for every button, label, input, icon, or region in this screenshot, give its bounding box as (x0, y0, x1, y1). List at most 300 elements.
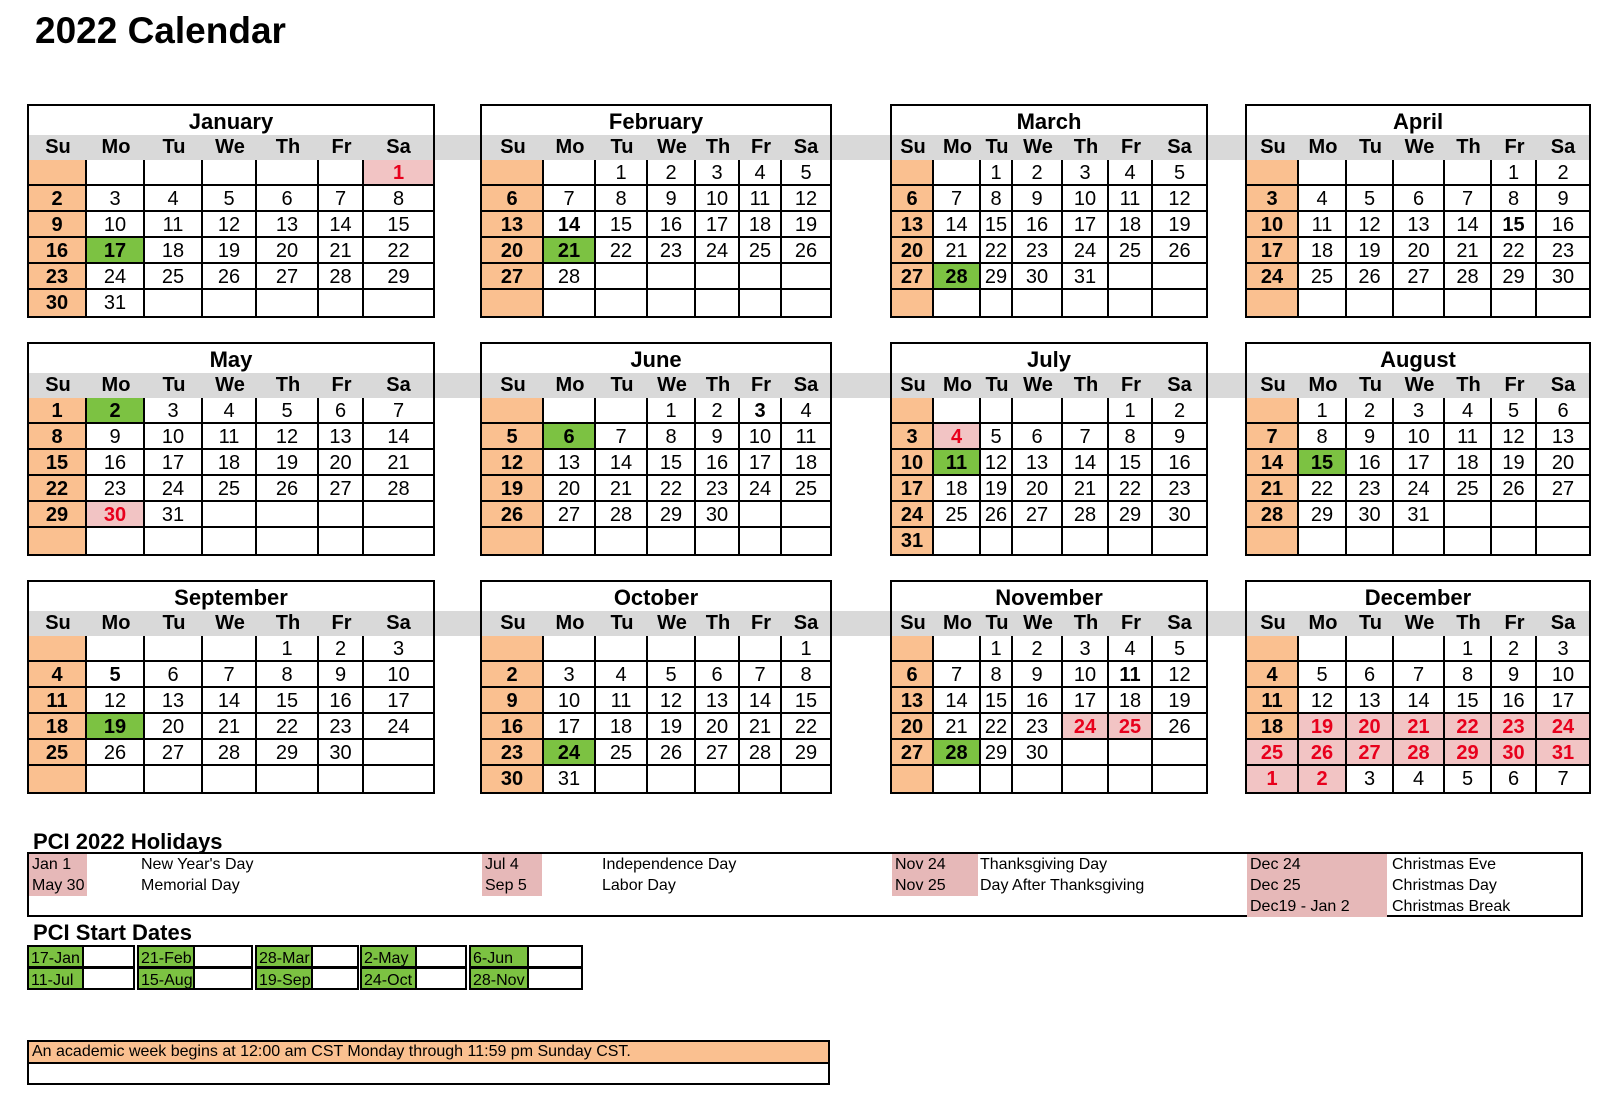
day-cell: 16 (87, 450, 145, 476)
day-cell: 5 (1153, 636, 1206, 662)
day-cell (1247, 636, 1299, 662)
day-cell (1063, 528, 1109, 554)
weekday-label: Su (900, 374, 926, 396)
day-cell: 24 (364, 714, 433, 740)
day-cell (1247, 160, 1299, 186)
weekday-label: We (215, 374, 245, 396)
day-cell: 25 (1299, 264, 1347, 290)
holiday-date: Jul 4 (482, 854, 542, 875)
day-cell: 21 (1247, 476, 1299, 502)
day-cell: 8 (596, 186, 648, 212)
day-cell: 30 (1153, 502, 1206, 528)
day-cell (1299, 290, 1347, 316)
day-cell: 10 (364, 662, 433, 688)
month-name: November (995, 585, 1103, 610)
day-cell: 27 (1394, 264, 1445, 290)
day-cell: 29 (257, 740, 319, 766)
day-cell (648, 264, 696, 290)
academic-week-note-text: An academic week begins at 12:00 am CST Monday through 11:59 pm Sunday CST. (29, 1042, 828, 1064)
week-row (482, 688, 830, 714)
day-cell: 12 (782, 186, 830, 212)
day-cell: 17 (1537, 688, 1589, 714)
weekday-label: Mo (555, 612, 585, 634)
day-cell: 4 (1299, 186, 1347, 212)
day-cell: 20 (1013, 476, 1063, 502)
weekday-label: Mo (555, 374, 585, 396)
day-cell: 21 (364, 450, 433, 476)
day-cell: 20 (1394, 238, 1445, 264)
holiday-name: Day After Thanksgiving (980, 877, 1145, 894)
day-cell: 2 (29, 186, 87, 212)
day-cell: 11 (29, 688, 87, 714)
start-date: 15-Aug (137, 967, 195, 990)
week-row (29, 766, 433, 792)
day-cell: 9 (1537, 186, 1589, 212)
day-cell: 1 (596, 160, 648, 186)
day-cell: 4 (934, 424, 981, 450)
holiday-name: New Year's Day (141, 856, 254, 873)
day-cell: 8 (782, 662, 830, 688)
weekday-header (482, 373, 830, 398)
week-row (29, 740, 433, 766)
week-row (482, 450, 830, 476)
day-cell (934, 160, 981, 186)
day-cell: 28 (596, 502, 648, 528)
day-cell: 18 (740, 212, 782, 238)
day-cell: 3 (1063, 636, 1109, 662)
day-cell: 29 (648, 502, 696, 528)
day-cell (596, 290, 648, 316)
week-row (892, 636, 1206, 662)
day-cell: 7 (203, 662, 257, 688)
day-cell: 5 (1445, 766, 1492, 792)
day-cell: 7 (1557, 768, 1569, 790)
day-cell: 27 (145, 740, 203, 766)
weekday-label: Fr (751, 136, 771, 158)
day-cell: 17 (892, 476, 934, 502)
day-cell: 19 (782, 212, 830, 238)
day-cell: 18 (1109, 688, 1153, 714)
week-row (892, 502, 1206, 528)
day-cell: 15 (257, 688, 319, 714)
day-cell: 12 (648, 688, 696, 714)
weekday-label: We (1404, 374, 1435, 396)
weekday-label: Mo (1308, 612, 1338, 634)
week-row (29, 212, 433, 238)
day-cell (782, 528, 830, 554)
day-cell: 4 (203, 398, 257, 424)
week-row (892, 740, 1206, 766)
day-cell (1347, 160, 1394, 186)
weekday-label: Th (705, 612, 731, 634)
day-cell (1537, 502, 1589, 528)
day-cell (364, 502, 433, 528)
day-cell: 21 (203, 714, 257, 740)
day-cell: 21 (934, 714, 981, 740)
day-cell: 20 (544, 476, 596, 502)
weekday-label: Sa (1550, 612, 1576, 634)
week-row (1247, 636, 1589, 662)
day-cell: 9 (696, 424, 740, 450)
day-cell: 22 (981, 238, 1013, 264)
holiday-date: Sep 5 (482, 875, 542, 896)
day-cell: 6 (892, 662, 934, 688)
week-row (482, 766, 830, 792)
day-cell: 25 (596, 740, 648, 766)
day-cell: 15 (782, 688, 830, 714)
weekday-label: Su (45, 374, 71, 396)
week-row (892, 398, 1206, 424)
weekday-label: Mo (101, 374, 131, 396)
weekday-label: Tu (162, 612, 186, 634)
day-cell (740, 528, 782, 554)
month-april (1245, 104, 1591, 318)
weekday-header (892, 373, 1206, 398)
day-cell: 5 (1153, 160, 1206, 186)
day-cell (145, 766, 203, 792)
day-cell: 10 (1394, 424, 1445, 450)
weekday-label: Th (1073, 612, 1099, 634)
day-cell (1445, 502, 1492, 528)
day-cell: 22 (257, 714, 319, 740)
day-cell: 15 (29, 450, 87, 476)
day-cell (319, 766, 364, 792)
day-cell: 13 (1394, 212, 1445, 238)
day-cell: 11 (1299, 212, 1347, 238)
day-cell: 19 (1299, 714, 1347, 740)
day-cell: 21 (596, 476, 648, 502)
day-cell (1299, 636, 1347, 662)
day-cell: 23 (1492, 714, 1537, 740)
day-cell: 25 (1247, 740, 1299, 766)
day-cell: 22 (596, 238, 648, 264)
day-cell (1445, 290, 1492, 316)
day-cell: 12 (1299, 688, 1347, 714)
day-cell: 21 (319, 238, 364, 264)
week-row (1247, 502, 1589, 528)
day-cell: 4 (29, 662, 87, 688)
weekday-label: Tu (610, 136, 634, 158)
day-cell: 29 (364, 264, 433, 290)
day-cell: 5 (1492, 398, 1537, 424)
weekday-label: Sa (386, 374, 411, 396)
day-cell: 23 (1153, 476, 1206, 502)
week-row (482, 714, 830, 740)
day-cell (257, 502, 319, 528)
day-cell: 15 (596, 212, 648, 238)
day-cell: 3 (1537, 636, 1589, 662)
day-cell (934, 398, 981, 424)
day-cell: 13 (257, 212, 319, 238)
day-cell: 30 (29, 290, 87, 316)
start-date-spacer (311, 945, 359, 968)
day-cell: 4 (1394, 766, 1445, 792)
day-cell (934, 290, 981, 316)
day-cell: 6 (1394, 186, 1445, 212)
day-cell: 11 (145, 212, 203, 238)
weekday-label: We (215, 136, 245, 158)
day-cell (203, 766, 257, 792)
holiday-name: Independence Day (602, 856, 737, 873)
day-cell (364, 766, 433, 792)
day-cell: 21 (1445, 238, 1492, 264)
weekday-label: Su (900, 612, 926, 634)
day-cell: 29 (1492, 264, 1537, 290)
weekday-label: Su (500, 374, 526, 396)
day-cell: 25 (740, 238, 782, 264)
day-cell: 26 (87, 740, 145, 766)
day-cell: 22 (782, 714, 830, 740)
weekday-header (482, 135, 830, 160)
day-cell: 19 (1492, 450, 1537, 476)
day-cell: 10 (892, 450, 934, 476)
weekday-label: Tu (162, 374, 186, 396)
weekday-label: We (1023, 136, 1053, 158)
day-cell: 14 (934, 688, 981, 714)
day-cell: 28 (1445, 264, 1492, 290)
weekday-label: Fr (1121, 374, 1141, 396)
holiday-name: Memorial Day (141, 877, 240, 894)
week-row (892, 238, 1206, 264)
day-cell: 12 (1347, 212, 1394, 238)
weekday-label: Su (1260, 612, 1286, 634)
day-cell: 7 (596, 424, 648, 450)
day-cell: 11 (740, 186, 782, 212)
day-cell (934, 528, 981, 554)
week-row (1247, 238, 1589, 264)
day-cell: 10 (1063, 186, 1109, 212)
day-cell: 20 (482, 238, 544, 264)
day-cell (544, 160, 596, 186)
weekday-header (892, 611, 1206, 636)
day-cell (596, 398, 648, 424)
day-cell (1492, 528, 1537, 554)
weekday-label: Tu (610, 374, 634, 396)
day-cell (1347, 636, 1394, 662)
day-cell (740, 766, 782, 792)
day-cell (596, 766, 648, 792)
weekday-label: Th (1456, 612, 1481, 634)
day-cell (203, 502, 257, 528)
day-cell (87, 766, 145, 792)
day-cell: 3 (1347, 766, 1394, 792)
day-cell: 24 (544, 740, 596, 766)
day-cell: 11 (1247, 688, 1299, 714)
day-cell: 7 (319, 186, 364, 212)
day-cell: 17 (1063, 688, 1109, 714)
day-cell: 17 (1063, 212, 1109, 238)
start-dates-table (27, 945, 592, 997)
day-cell: 25 (1445, 476, 1492, 502)
day-cell (892, 766, 934, 792)
weekday-header (29, 611, 433, 636)
day-cell (145, 528, 203, 554)
day-cell (1537, 290, 1589, 316)
day-cell (1394, 636, 1445, 662)
day-cell (782, 766, 830, 792)
month-may (27, 342, 435, 556)
day-cell (1153, 264, 1206, 290)
day-cell: 5 (648, 662, 696, 688)
week-row (892, 688, 1206, 714)
day-cell: 9 (87, 424, 145, 450)
day-cell: 31 (87, 290, 145, 316)
day-cell: 8 (1492, 186, 1537, 212)
day-cell: 4 (145, 186, 203, 212)
day-cell (1347, 528, 1394, 554)
day-cell: 22 (364, 238, 433, 264)
weekday-label: Fr (1504, 374, 1525, 396)
day-cell: 8 (648, 424, 696, 450)
day-cell: 27 (482, 264, 544, 290)
day-cell (782, 290, 830, 316)
day-cell: 30 (87, 502, 145, 528)
day-cell: 24 (1247, 264, 1299, 290)
weekday-label: Su (45, 136, 71, 158)
day-cell: 24 (145, 476, 203, 502)
week-row (1247, 186, 1589, 212)
day-cell: 14 (1394, 688, 1445, 714)
day-cell (648, 766, 696, 792)
weekday-label: Th (1073, 374, 1099, 396)
day-cell (981, 766, 1013, 792)
day-cell: 23 (1537, 238, 1589, 264)
day-cell (203, 160, 257, 186)
day-cell (1492, 290, 1537, 316)
start-date: 2-May (360, 945, 417, 968)
day-cell: 13 (319, 424, 364, 450)
day-cell: 22 (648, 476, 696, 502)
day-cell: 6 (1537, 398, 1589, 424)
day-cell (319, 290, 364, 316)
weekday-label: Th (275, 136, 301, 158)
holiday-name: Thanksgiving Day (980, 856, 1108, 873)
day-cell: 16 (1013, 212, 1063, 238)
day-cell: 14 (203, 688, 257, 714)
day-cell (87, 528, 145, 554)
day-cell: 28 (740, 740, 782, 766)
day-cell (1063, 290, 1109, 316)
day-cell: 29 (981, 740, 1013, 766)
weekday-header (1247, 135, 1589, 160)
week-row (29, 238, 433, 264)
day-cell (544, 398, 596, 424)
day-cell (544, 636, 596, 662)
day-cell (934, 636, 981, 662)
month-july (890, 342, 1208, 556)
month-february (480, 104, 832, 318)
weekday-label: Su (500, 136, 526, 158)
day-cell: 23 (319, 714, 364, 740)
day-cell: 16 (482, 714, 544, 740)
day-cell (319, 160, 364, 186)
month-august (1245, 342, 1591, 556)
week-row (1247, 476, 1589, 502)
month-name: June (630, 347, 682, 372)
day-cell: 20 (892, 714, 934, 740)
weekday-label: We (1404, 612, 1435, 634)
day-cell: 16 (1492, 688, 1537, 714)
day-cell: 3 (1247, 186, 1299, 212)
week-row (29, 424, 433, 450)
week-row (1247, 714, 1589, 740)
day-cell (257, 160, 319, 186)
day-cell: 6 (1013, 424, 1063, 450)
holiday-name: Christmas Eve (1392, 856, 1497, 873)
day-cell (596, 528, 648, 554)
day-cell: 26 (648, 740, 696, 766)
day-cell: 20 (696, 714, 740, 740)
day-cell (1013, 290, 1063, 316)
day-cell: 26 (203, 264, 257, 290)
day-cell (648, 290, 696, 316)
day-cell: 24 (1063, 714, 1109, 740)
day-cell: 13 (1013, 450, 1063, 476)
day-cell (892, 290, 934, 316)
week-row (892, 212, 1206, 238)
weekday-label: We (215, 612, 245, 634)
day-cell: 11 (596, 688, 648, 714)
day-cell (1109, 290, 1153, 316)
start-date-spacer (82, 967, 135, 990)
day-cell (1109, 264, 1153, 290)
day-cell: 17 (740, 450, 782, 476)
day-cell: 2 (1492, 636, 1537, 662)
week-row (482, 238, 830, 264)
day-cell: 21 (544, 238, 596, 264)
day-cell: 10 (1537, 662, 1589, 688)
day-cell: 5 (1347, 186, 1394, 212)
day-cell (1153, 528, 1206, 554)
day-cell: 27 (892, 264, 934, 290)
day-cell: 3 (1394, 398, 1445, 424)
holiday-date: Dec19 - Jan 2 (1247, 896, 1387, 917)
day-cell: 9 (1013, 662, 1063, 688)
day-cell: 7 (740, 662, 782, 688)
day-cell (87, 636, 145, 662)
day-cell: 15 (364, 212, 433, 238)
weekday-header (1247, 611, 1589, 636)
day-cell: 5 (782, 160, 830, 186)
day-cell: 24 (696, 238, 740, 264)
day-cell (1013, 398, 1063, 424)
day-cell (364, 290, 433, 316)
day-cell: 31 (1063, 264, 1109, 290)
day-cell: 6 (544, 424, 596, 450)
day-cell: 29 (29, 502, 87, 528)
week-row (1247, 662, 1589, 688)
day-cell: 5 (87, 662, 145, 688)
month-june (480, 342, 832, 556)
day-cell (1299, 160, 1347, 186)
day-cell: 19 (482, 476, 544, 502)
week-row (1247, 450, 1589, 476)
weekday-label: Th (1073, 136, 1099, 158)
month-name: April (1392, 109, 1444, 134)
day-cell: 9 (319, 662, 364, 688)
day-cell: 27 (257, 264, 319, 290)
day-cell: 29 (1299, 502, 1347, 528)
day-cell: 3 (892, 424, 934, 450)
day-cell: 7 (1247, 424, 1299, 450)
day-cell: 21 (1063, 476, 1109, 502)
day-cell: 25 (1109, 238, 1153, 264)
day-cell: 2 (319, 636, 364, 662)
day-cell: 8 (981, 186, 1013, 212)
day-cell (1247, 290, 1299, 316)
week-row (1247, 424, 1589, 450)
day-cell (1109, 766, 1153, 792)
